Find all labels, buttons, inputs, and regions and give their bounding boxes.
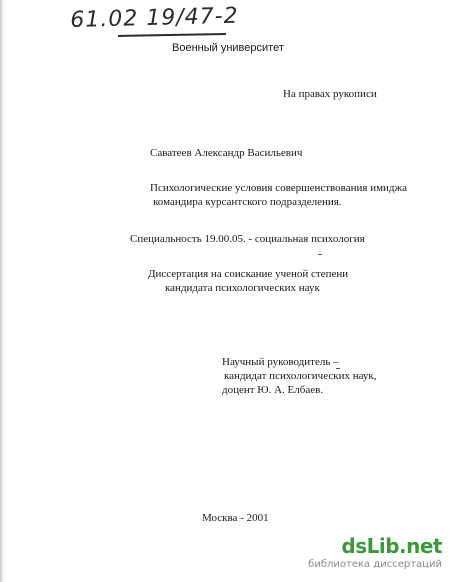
dslib-subtitle: библиотека диссертаций [308,559,442,570]
scan-speck [318,254,322,255]
dissertation-title-line-2: командира курсантского подразделения. [153,196,342,208]
dslib-watermark [308,534,442,574]
degree-line-1: Диссертация на соискание ученой степени [148,268,349,280]
supervisor-line-1: Научный руководитель – [222,356,339,368]
university-name: Военный университет [172,42,284,54]
scan-speck [336,368,340,369]
supervisor-line-3: доцент Ю. А. Елбаев. [222,384,324,396]
dslib-logo: dsLib.net [341,534,442,558]
handwritten-underline [118,33,226,37]
supervisor-line-2: кандидат психологических наук, [224,370,377,382]
scan-edge-shadow [0,0,4,582]
degree-line-2: кандидата психологических наук [165,282,320,294]
specialty-line: Специальность 19.00.05. - социальная психология [130,233,365,245]
handwritten-catalog-code: 61.02 19/47-2 [70,3,239,33]
city-year: Москва - 2001 [202,512,269,524]
dissertation-title-line-1: Психологические условия совершенствования имиджа [150,182,408,194]
author-name: Саватеев Александр Васильевич [150,147,303,159]
rights-note: На правах рукописи [283,88,377,100]
